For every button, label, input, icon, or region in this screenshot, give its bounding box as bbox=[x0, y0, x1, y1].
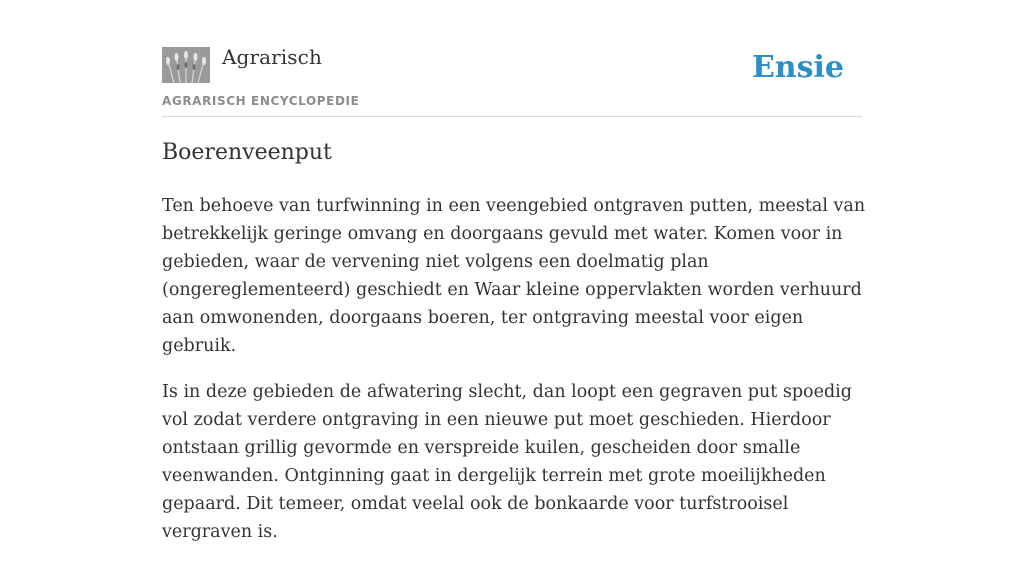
wheat-icon bbox=[162, 47, 210, 83]
source-subtitle: AGRARISCH ENCYCLOPEDIE bbox=[162, 94, 360, 108]
article-paragraph: Is in deze gebieden de afwatering slecht, dan loopt een gegraven put spoedig vol zodat verdere ontgraving in een nieuwe put moet geschieden. Hierdoor ontstaan grillig gevormde en verspreide kuilen, gescheiden door smalle veenwanden. Ontginning gaat in dergelijk terrein met grote moeilijkheden gepaard. Dit temeer, omdat veelal ook de bonkaarde voor turfstrooisel vergraven is. bbox=[162, 382, 852, 542]
article-paragraph: Ten behoeve van turfwinning in een veengebied ontgraven putten, meestal van betrekkelijk geringe omvang en doorgaans gevuld met water. Komen voor in gebieden, waar de vervening niet volgens een doelmatig plan (ongereglementeerd) geschiedt en Waar kleine oppervlakten worden verhuurd aan omwonenden, doorgaans boeren, ter ontgraving meestal voor eigen gebruik. bbox=[162, 196, 866, 356]
header bbox=[162, 44, 862, 117]
source-name[interactable]: Agrarisch bbox=[222, 45, 322, 69]
article-title: Boerenveenput bbox=[162, 140, 332, 165]
brand-logo-link[interactable]: Ensie bbox=[751, 50, 844, 85]
article-body bbox=[162, 192, 874, 564]
